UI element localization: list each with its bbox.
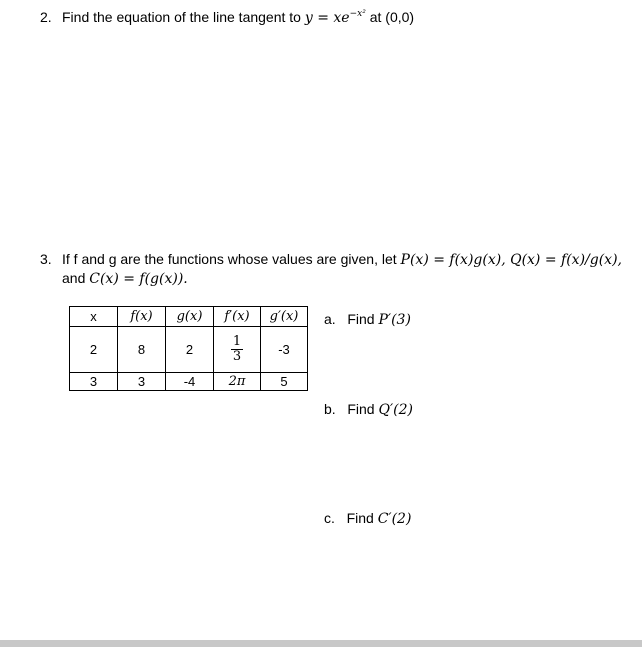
table-row xyxy=(70,327,308,373)
cell-x: 3 xyxy=(70,373,118,391)
part-b-letter: b. xyxy=(324,401,336,417)
bottom-divider xyxy=(0,640,642,647)
part-c xyxy=(324,510,411,527)
cell-gprime: 5 xyxy=(261,373,308,391)
q2-number: 2. xyxy=(40,9,52,25)
header-x: x xyxy=(70,307,118,327)
part-a xyxy=(324,311,411,328)
header-fx: f(x) xyxy=(118,307,166,327)
cell-fprime: 2π xyxy=(214,373,261,391)
cell-x: 2 xyxy=(70,327,118,373)
part-b xyxy=(324,401,413,418)
q3-and: and xyxy=(62,270,86,286)
part-a-math: P′(3) xyxy=(378,312,411,328)
cell-gx: -4 xyxy=(166,373,214,391)
header-gprime: g′(x) xyxy=(261,307,308,327)
cell-fx: 3 xyxy=(118,373,166,391)
q3-line1 xyxy=(62,251,622,268)
q2-exponent: −x² xyxy=(349,9,366,19)
fraction-denominator: 3 xyxy=(232,349,242,364)
part-c-letter: c. xyxy=(324,510,335,526)
part-c-text: Find xyxy=(346,510,374,526)
cell-fx: 8 xyxy=(118,327,166,373)
q2-text xyxy=(62,9,414,26)
part-b-text: Find xyxy=(347,401,375,417)
fraction xyxy=(231,335,243,364)
q2-equation: y = xe xyxy=(304,10,350,26)
q3-definitions: P(x) = f(x)g(x), Q(x) = f(x)/g(x), xyxy=(400,252,622,268)
cell-gprime: -3 xyxy=(261,327,308,373)
q3-line2 xyxy=(62,270,188,287)
q3-composition: C(x) = f(g(x)). xyxy=(89,271,188,287)
header-gx: g(x) xyxy=(166,307,214,327)
values-table xyxy=(69,306,308,391)
q3-intro: If f and g are the functions whose values are given, let xyxy=(62,251,397,267)
table-row xyxy=(70,373,308,391)
part-a-text: Find xyxy=(347,311,375,327)
cell-fprime xyxy=(214,327,261,373)
part-c-math: C′(2) xyxy=(377,511,412,527)
part-a-letter: a. xyxy=(324,311,336,327)
header-fprime: f′(x) xyxy=(214,307,261,327)
fraction-numerator: 1 xyxy=(232,334,242,349)
q2-point: at (0,0) xyxy=(369,9,415,25)
q2-prompt: Find the equation of the line tangent to xyxy=(62,9,301,25)
cell-gx: 2 xyxy=(166,327,214,373)
q3-number: 3. xyxy=(40,251,52,267)
part-b-math: Q′(2) xyxy=(378,402,413,418)
table-header-row xyxy=(70,307,308,327)
